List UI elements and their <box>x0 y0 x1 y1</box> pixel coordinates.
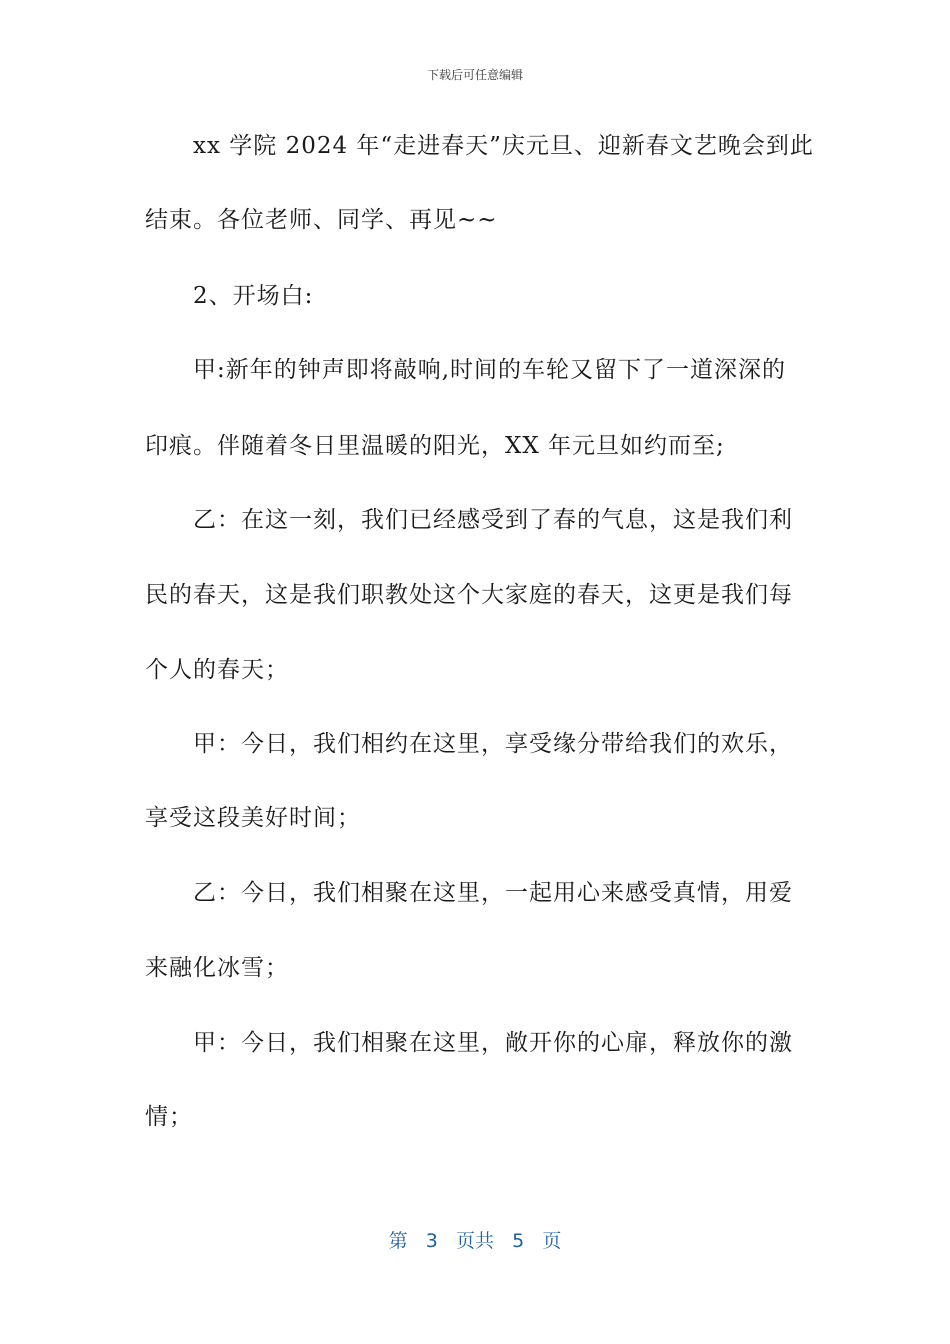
footer-middle: 页共 <box>455 1230 494 1252</box>
text-line: 2、开场白: <box>193 283 314 309</box>
text-line: xx 学院 2024 年“走进春天”庆元旦、迎新春文艺晚会到此 <box>193 133 814 159</box>
text-line: 甲：今日，我们相约在这里，享受缘分带给我们的欢乐， <box>193 731 793 757</box>
text-line: 甲：今日，我们相聚在这里，敞开你的心扉，释放你的激 <box>193 1030 793 1056</box>
text-line: 来融化冰雪； <box>145 955 289 981</box>
footer-total-pages: 5 <box>512 1230 525 1252</box>
text-line: 个人的春天； <box>145 657 289 683</box>
text-line: 结束。各位老师、同学、再见~~ <box>145 207 498 233</box>
page-footer <box>0 1226 950 1253</box>
header-note: 下载后可任意编辑 <box>426 68 523 82</box>
text-line: 乙：今日，我们相聚在这里，一起用心来感受真情，用爱 <box>193 880 793 906</box>
footer-prefix: 第 <box>388 1230 408 1252</box>
footer-suffix: 页 <box>542 1230 562 1252</box>
text-line: 民的春天，这是我们职教处这个大家庭的春天，这更是我们每 <box>145 582 793 608</box>
text-line: 享受这段美好时间； <box>145 805 361 831</box>
text-line: 情； <box>145 1104 193 1130</box>
footer-current-page: 3 <box>425 1230 438 1252</box>
text-line: 甲:新年的钟声即将敲响,时间的车轮又留下了一道深深的 <box>193 357 787 383</box>
text-line: 印痕。伴随着冬日里温暖的阳光，XX 年元旦如约而至; <box>145 433 725 459</box>
text-line: 乙：在这一刻，我们已经感受到了春的气息，这是我们利 <box>193 507 793 533</box>
